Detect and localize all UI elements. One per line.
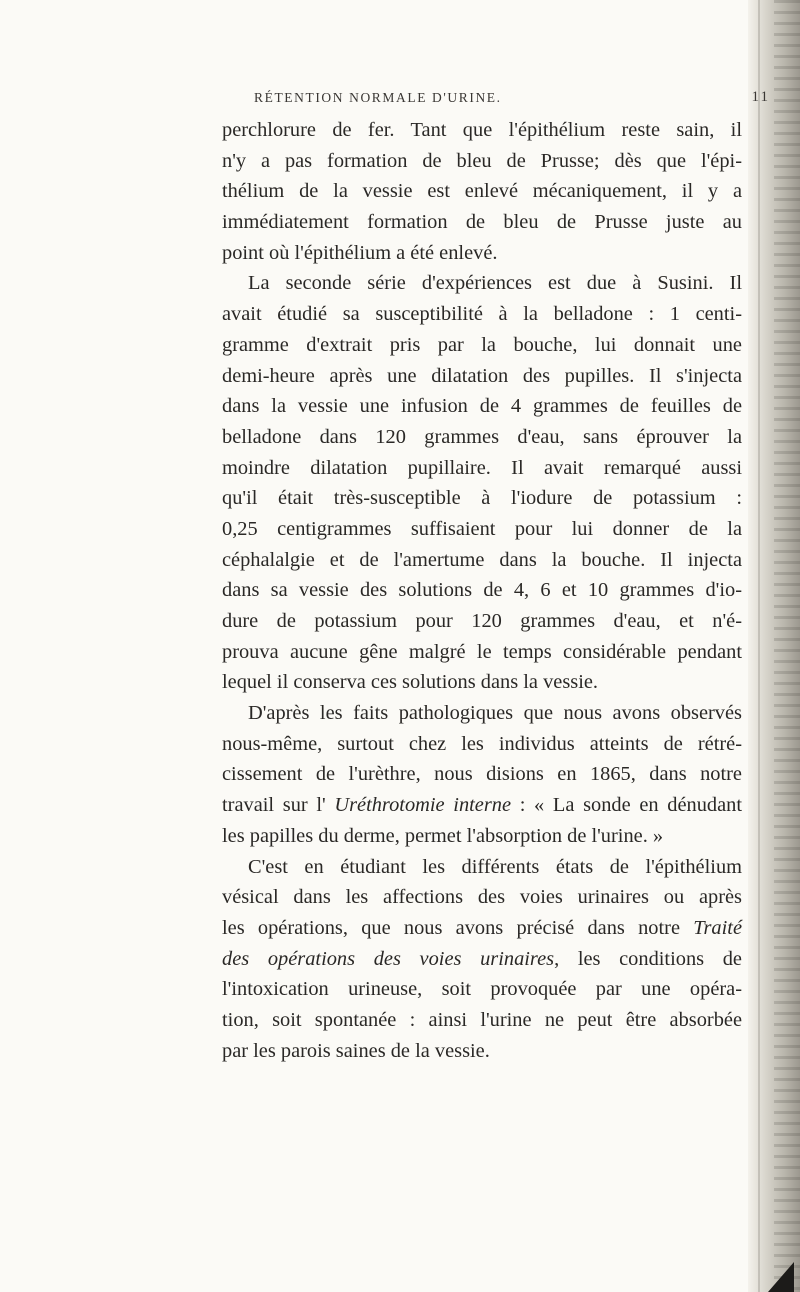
text-line: des opérations des voies urinaires, les conditions de	[222, 947, 742, 970]
text-line: nous-même, surtout chez les individus atteints de rétré-	[222, 732, 742, 755]
text-line: les papilles du derme, permet l'absorption de l'urine. »	[222, 824, 664, 847]
text-line: point où l'épithélium a été enlevé.	[222, 241, 498, 264]
scanned-page-edge	[748, 0, 800, 1292]
text-line: avait étudié sa susceptibilité à la belladone : 1 centi-	[222, 303, 742, 326]
italic-title: Traité	[693, 916, 742, 939]
text-line: dans la vessie une infusion de 4 grammes de feuilles de	[222, 395, 742, 418]
text-line: C'est en étudiant les différents états de l'épithélium	[248, 855, 742, 878]
text-line: dans sa vessie des solutions de 4, 6 et 10 grammes d'io-	[222, 579, 742, 602]
text-line: qu'il était très-susceptible à l'iodure de potassium :	[222, 487, 742, 510]
text-line: perchlorure de fer. Tant que l'épithélium reste sain, il	[222, 119, 742, 141]
text-line: par les parois saines de la vessie.	[222, 1039, 490, 1062]
text-line: les opérations, que nous avons précisé dans notre Traité	[222, 916, 742, 939]
text-line: demi-heure après une dilatation des pupilles. Il s'injecta	[222, 364, 742, 387]
text-line: cissement de l'urèthre, nous disions en 1865, dans notre	[222, 763, 742, 786]
text-line: immédiatement formation de bleu de Prusse juste au	[222, 211, 742, 234]
text-line: travail sur l' Uréthrotomie interne : « La sonde en dénudant	[222, 794, 742, 817]
text-line: prouva aucune gêne malgré le temps considérable pendant	[222, 640, 742, 663]
text-line: thélium de la vessie est enlevé mécaniquement, il y a	[222, 180, 742, 203]
page-header	[254, 90, 772, 114]
text-line: dure de potassium pour 120 grammes d'eau, et n'é-	[222, 610, 742, 632]
text-line: belladone dans 120 grammes d'eau, sans éprouver la	[222, 425, 742, 448]
body-text	[222, 115, 742, 1066]
text-line: l'intoxication urineuse, soit provoquée par une opéra-	[222, 978, 742, 1001]
text-line: moindre dilatation pupillaire. Il avait remarqué aussi	[222, 456, 742, 479]
corner-shadow	[768, 1262, 794, 1292]
text-line: céphalalgie et de l'amertume dans la bouche. Il injecta	[222, 548, 742, 571]
text-line: D'après les faits pathologiques que nous avons observés	[248, 702, 742, 725]
text-line: lequel il conserva ces solutions dans la vessie.	[222, 671, 599, 694]
italic-title: Uréthrotomie interne	[334, 794, 512, 817]
italic-title: des opérations des voies urinaires	[222, 947, 555, 970]
running-title: RÉTENTION NORMALE D'URINE.	[254, 90, 502, 105]
text-line: n'y a pas formation de bleu de Prusse; dès que l'épi-	[222, 149, 742, 172]
text-line: La seconde série d'expériences est due à Susini. Il	[248, 272, 742, 295]
text-line: tion, soit spontanée : ainsi l'urine ne peut être absorbée	[222, 1008, 742, 1031]
text-line: 0,25 centigrammes suffisaient pour lui donner de la	[222, 517, 742, 540]
text-line: gramme d'extrait pris par la bouche, lui donnait une	[222, 333, 742, 356]
page-number: 11	[751, 89, 770, 105]
text-line: vésical dans les affections des voies urinaires ou après	[222, 886, 742, 909]
